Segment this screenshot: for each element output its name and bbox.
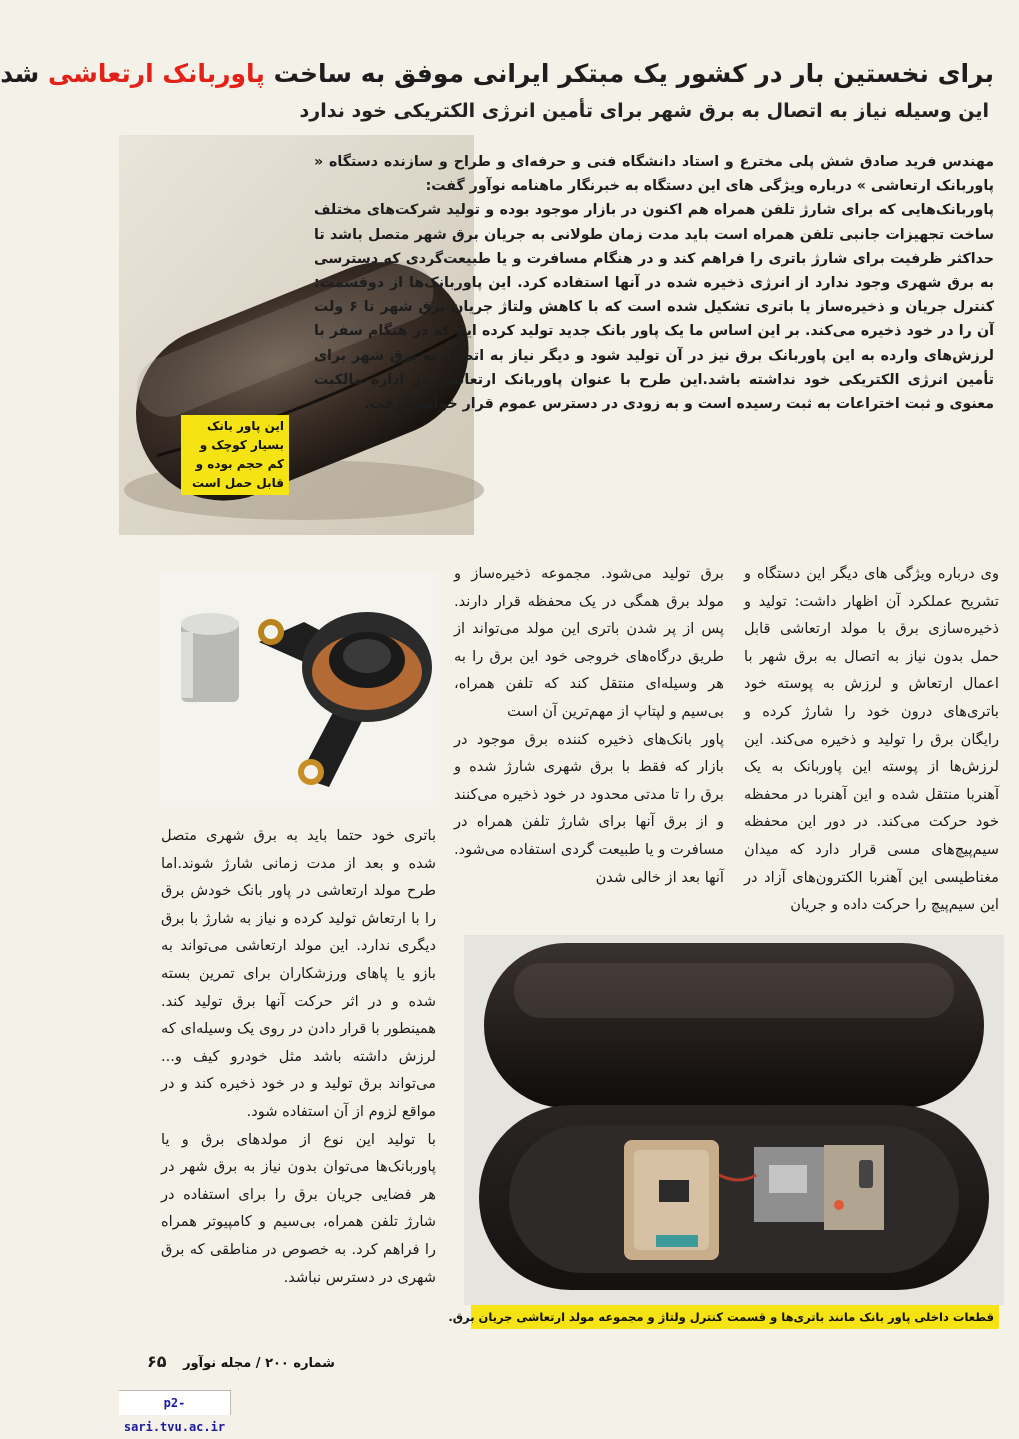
headline xyxy=(0,55,994,93)
caption-inner-parts: قطعات داخلی پاور بانک مانند باتری‌ها و قسمت کنترل ولتاژ و مجموعه مولد ارتعاشی جریان برق. xyxy=(471,1305,999,1329)
site-watermark: p2-sari.tvu.ac.ir xyxy=(119,1390,231,1415)
column-right-text: وی درباره ویژگی های دیگر این دستگاه و تشریح عملکرد آن اظهار داشت: تولید و ذخیره‌سازی برق با مولد ارتعاشی قابل حمل بدون نیاز به اتصال به برق شهر با اعمال ارتعاش و لرزش به پوسته خود باتری‌های درون خود را شارژ کرده و رایگان برق را تولید و ذخیره می‌کند. این لرزش‌ها از پوسته این پاوربانک به یک آهنربا منتقل شده و این آهنربا در محفظه خود حرکت می‌کند. در دور این محفظه سیم‌پیچ‌های مسی قرار دارد که میدان مغناطیسی این آهنربا الکترون‌های آزاد در این سیم‌پیچ را حرکت داده و جریان xyxy=(744,565,999,914)
issue-number: شماره ۲۰۰ xyxy=(265,1356,335,1371)
magazine-issue xyxy=(183,1356,335,1371)
footer-separator: / xyxy=(255,1356,261,1371)
caption-closed-case: این پاور بانک بسیار کوچک و کم حجم بوده و قابل حمل است xyxy=(181,415,289,495)
column-middle-paragraph-2: پاور بانک‌های ذخیره کننده برق موجود در بازار که فقط با برق شهری شارژ شده و برق را تا مدتی محدود در خود ذخیره می‌کنند و از برق آنها برای شارژ تلفن همراه در مسافرت و یا طبیعت گردی استفاده می‌شود. آنها بعد از خالی شدن xyxy=(454,730,724,886)
column-middle xyxy=(454,560,724,891)
page-number: ۶۵ xyxy=(147,1352,167,1371)
column-left xyxy=(161,822,436,1291)
headline-main: برای نخستین بار در کشور یک مبتکر ایرانی موفق به ساخت xyxy=(273,59,994,88)
subheadline: این وسیله نیاز به اتصال به برق شهر برای تأمین انرژی الکتریکی خود ندارد xyxy=(299,100,989,122)
intro-paragraph-1: مهندس فرید صادق شش پلی مخترع و استاد دانشگاه فنی و حرفه‌ای و طراح و سازنده دستگاه « پاوربانک ارتعاشی » درباره ویژگی های این دستگاه به خبرنگار ماهنامه نوآور گفت: xyxy=(314,154,994,195)
generator-parts-image xyxy=(159,572,439,807)
magazine-name: مجله نوآور xyxy=(183,1356,252,1371)
photo-generator-parts xyxy=(159,572,439,807)
intro-paragraph-2: پاوربانک‌هایی که برای شارژ تلفن همراه هم اکنون در بازار موجود بوده و تولید شرکت‌های مختلف ساخت تجهیزات جانبی تلفن همراه است باید مدت زمان طولانی به جریان برق شهر متصل باشد تا حداکثر ظرفیت برای شارژ باتری را فراهم کند و در هنگام مسافرت و یا طبیعت‌گردی که دسترسی به برق شهری وجود ندارد از انرژی ذخیره شده در آنها استفاده کرد. این پاوربانک‌ها از دوقسمت: کنترل جریان و ذخیره‌ساز یا باتری تشکیل شده است که با کاهش ولتاژ جریان برق شهر تا ۶ ولت آن را در خود ذخیره می‌کند. بر این اساس ما یک پاور بانک جدید تولید کرده ایم که در هنگام سفر با لرزش‌های وارده به این پاوربانک برق نیز در آن تولید شود و دیگر نیاز به اتصال به برق شهر برای تأمین انرژی الکتریکی خود نداشته باشد.این طرح با عنوان پاوربانک ارتعاشی در اداره مالکیت معنوی و ثبت اختراعات به ثبت رسیده است و به زودی در دسترس عموم قرار خواهد گرفت. xyxy=(314,202,994,413)
page-footer xyxy=(147,1352,567,1371)
column-left-paragraph-1: باتری خود حتما باید به برق شهری متصل شده و بعد از مدت زمانی شارژ شوند.اما طرح مولد ارتعاشی در پاور بانک خودش برق را با ارتعاش تولید کرده و نیاز به شارژ با برق دیگری ندارد. این مولد ارتعاشی می‌تواند به بازو یا پاهای ورزشکاران برای تمرین بسته شده و در اثر حرکت آنها برق تولید کند. همینطور با قرار دادن در روی یک وسیله‌ای که لرزش داشته باشد مثل خودرو کیف و... می‌تواند برق تولید و در خود ذخیره کند و در مواقع لزوم از آن استفاده شود. xyxy=(161,827,436,1120)
intro-block xyxy=(314,150,994,416)
photo-open-case xyxy=(464,935,1004,1305)
open-case-image xyxy=(464,935,1004,1305)
column-left-paragraph-2: با تولید این نوع از مولدهای برق و یا پاوربانک‌ها می‌توان بدون نیاز به برق شهر در هر فضایی جریان برق را برای استفاده در شارژ تلفن همراه، بی‌سیم و کامپیوتر همراه را فراهم کرد. به خصوص در مناطقی که برق شهری در دسترس نباشد. xyxy=(161,1130,436,1286)
column-middle-paragraph-1: برق تولید می‌شود. مجموعه ذخیره‌ساز و مولد برق همگی در یک محفظه قرار دارند. پس از پر شدن باتری این مولد می‌تواند از طریق درگاه‌های خروجی خود این برق را به هر وسیله‌ای منتقل کند که تلفن همراه، بی‌سیم و لپتاپ از مهم‌ترین آن است xyxy=(454,565,724,720)
headline-accent: پاوربانک ارتعاشی xyxy=(47,59,265,88)
headline-end: شد xyxy=(0,59,40,88)
column-right xyxy=(744,560,999,919)
